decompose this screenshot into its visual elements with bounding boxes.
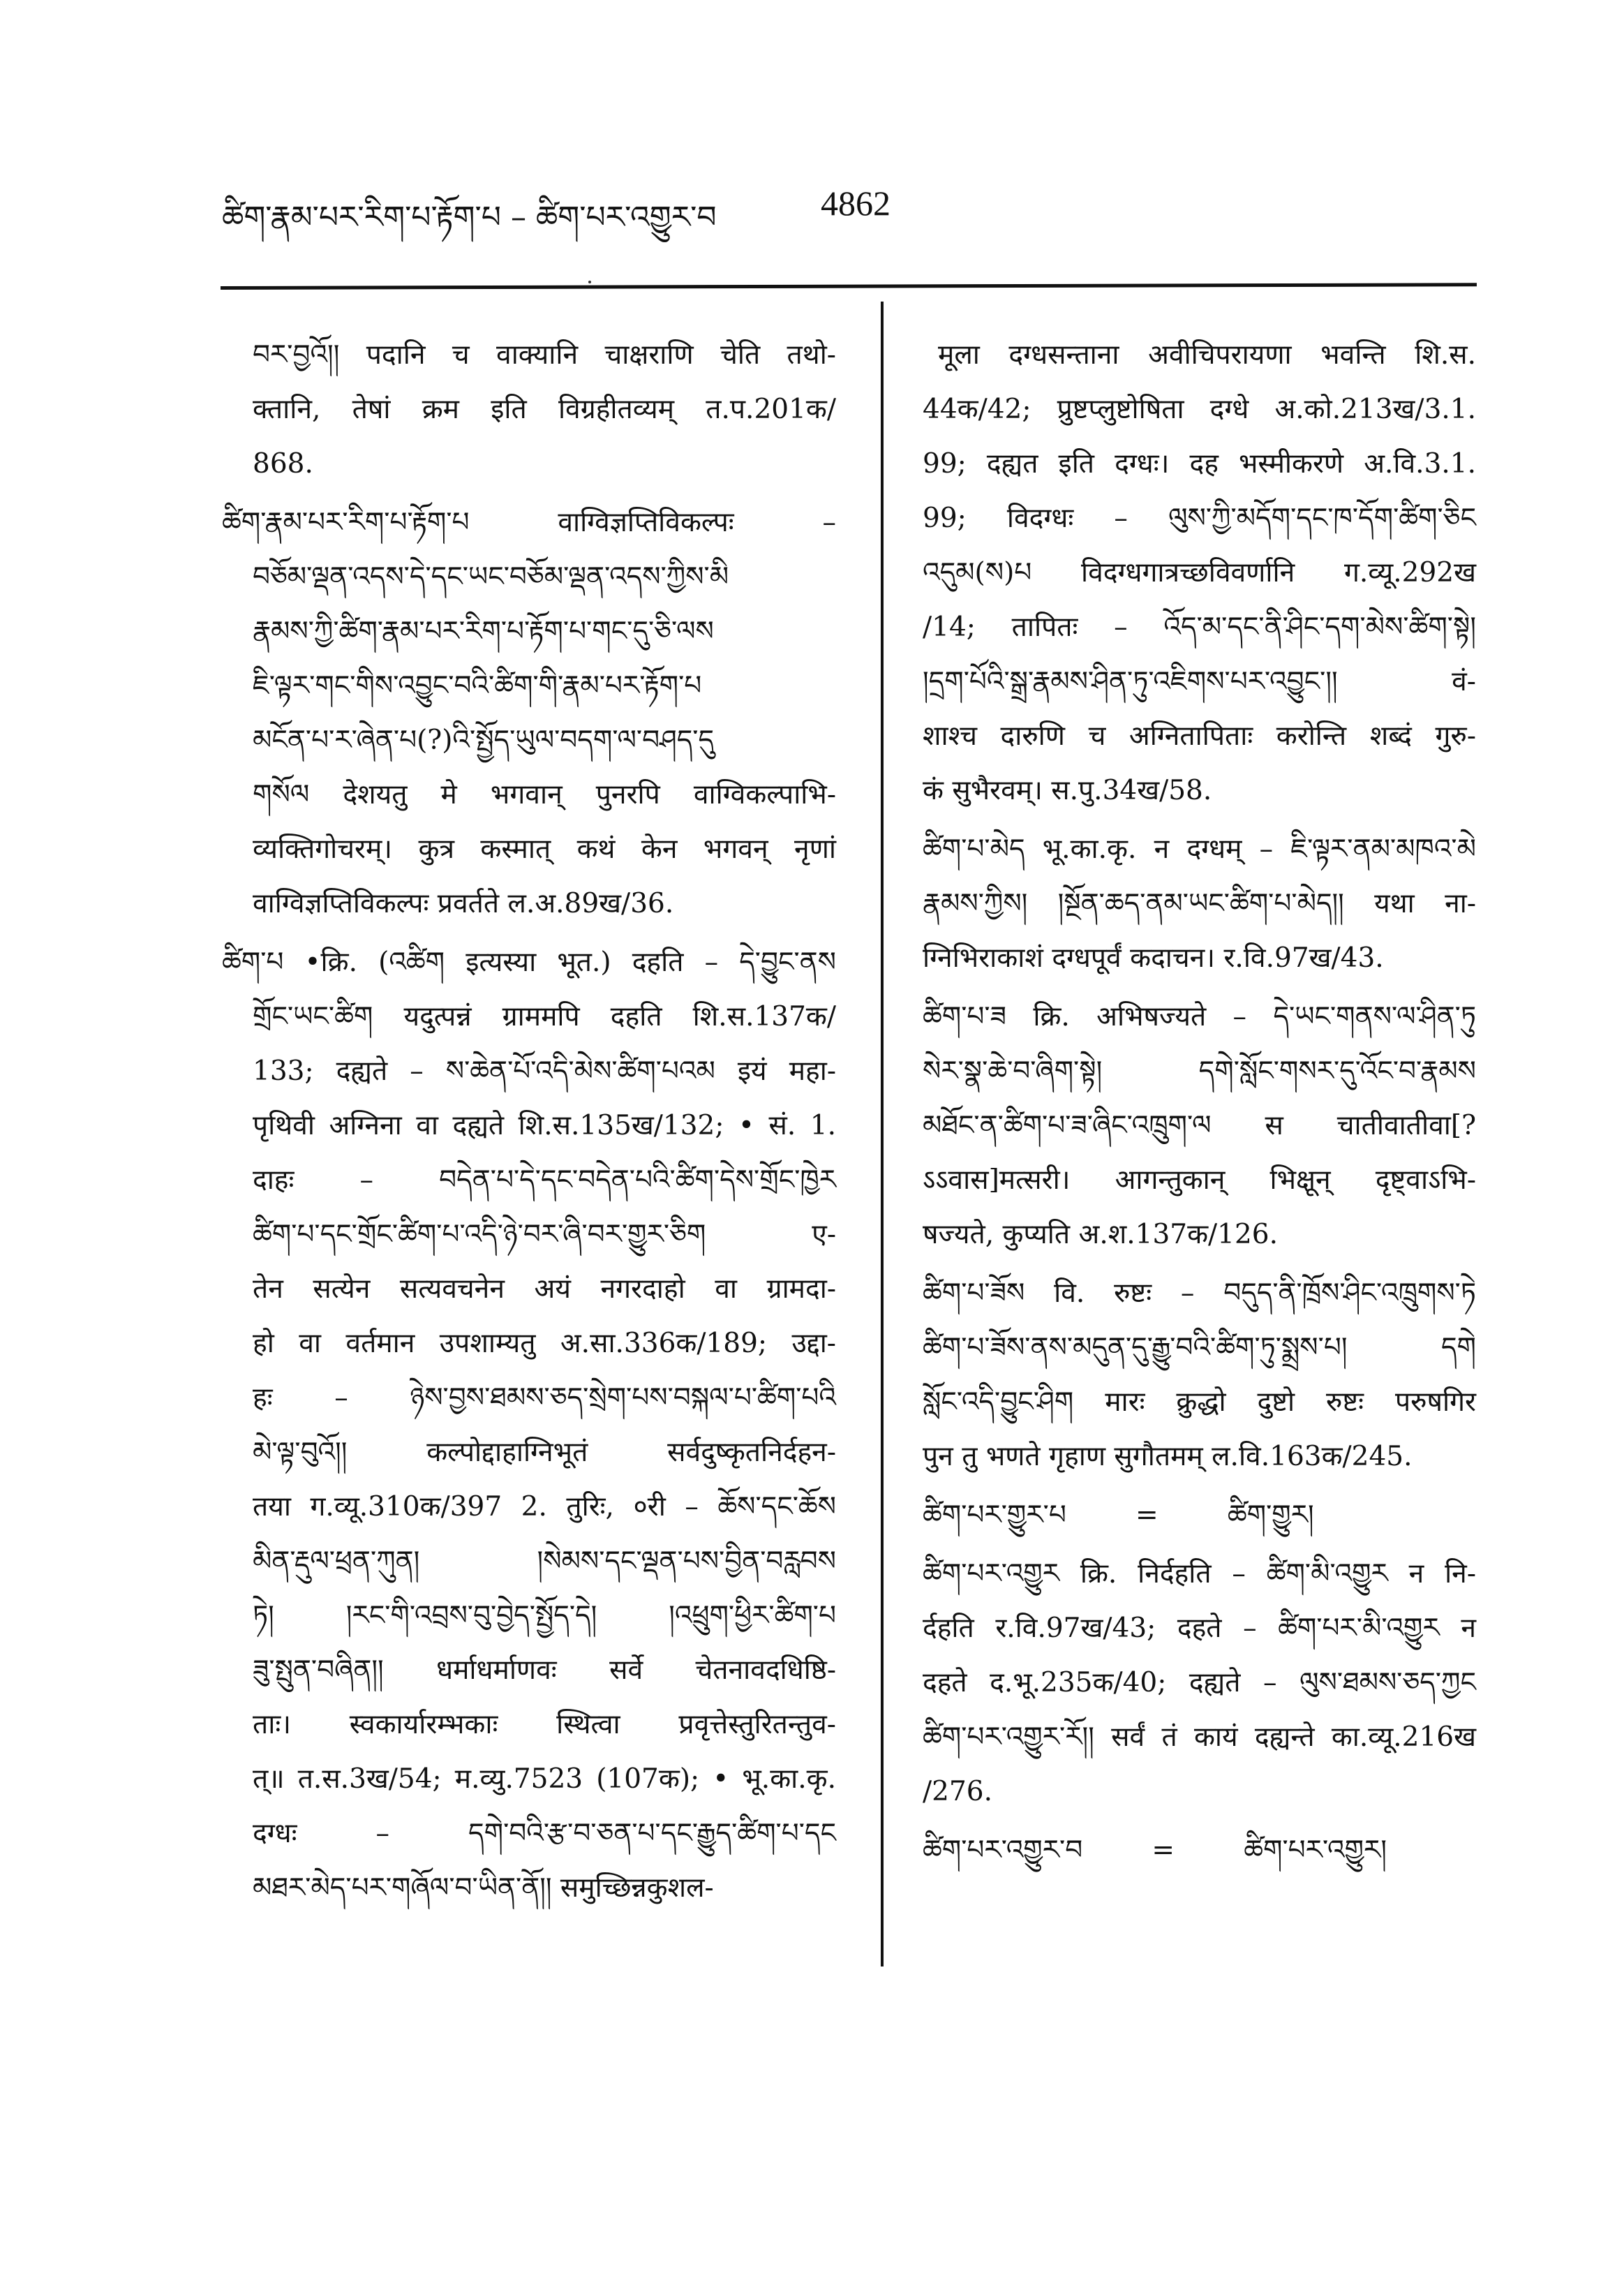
entry-text-line: ཚིག་པ་ཟོས་ནས་མདུན་དུ་རྒྱུ་བའི་ཚིག་ཏུ་སྨྲས་པ། དགེ (923, 1332, 1476, 1363)
entry-text-line: तया ग.व्यू.310क/397 2. तुरिः, ०री – ཆོས་དང་ཆོས (253, 1491, 836, 1523)
entry-text-line: མིན་རྡུལ་ཕྲན་ཀུན། །སེམས་དང་ལྡན་པས་བྱིན་བརླབས (253, 1546, 836, 1577)
entry-text-line: तेन सत्येन सत्यवचनेन अयं नगरदाहो वा ग्रामदा- (253, 1273, 836, 1305)
dictionary-entry (907, 1823, 1476, 1878)
dictionary-entry-continued (907, 328, 1476, 818)
entry-headword-line: ཚིག་པ •क्रि. (འཚིག इत्यस्या भूत.) दहति – དེ་བྱུང་ནས (222, 947, 836, 978)
entry-text-line: ऽऽवास]मत्सरी। आगन्तुकान् भिक्षून् दृष्ट्वाऽभि- (923, 1164, 1476, 1196)
entry-text-line: ग्निभिराकाशं दग्धपूर्वं कदाचन। र.वि.97ख/43. (923, 942, 1384, 974)
entry-text-line: दाहः – བདེན་པ་དེ་དང་བདེན་པའི་ཚིག་དེས་གྲོང་ཁྱེར (253, 1164, 836, 1196)
entry-text-line: 44क/42; प्रुष्टप्लुष्टोषिता दग्धे अ.को.213ख/3.1. (923, 394, 1476, 425)
entry-headword-line: ཚིག་པར་གྱུར་པ = ཚིག་གྱུར། (923, 1499, 1314, 1531)
entry-text-line: मूला दग्धसन्ताना अवीचिपरायणा भवन्ति शि.स. (938, 339, 1476, 371)
entry-text-line: व्यक्तिगोचरम्। कुत्र कस्मात् कथं केन भगवन् नृणां (253, 834, 836, 865)
left-column (222, 328, 836, 1920)
entry-headword-line: ཚིག་པ་མེད भू.का.कृ. न दग्धम् – ཇི་ལྟར་ནམ་མཁའ་མེ (923, 834, 1476, 865)
entry-text-line: 99; दह्यत इति दग्धः। दह भस्मीकरणे अ.वि.3.1. (923, 448, 1476, 480)
entry-text-line: ཇི་ལྟར་གང་གིས་འབྱུང་བའི་ཚིག་གི་རྣམ་པར་རྟོག་པ (253, 670, 702, 702)
entry-text-line: 99; विदग्धः – ལུས་ཀྱི་མདོག་དང་ཁ་དོག་ཚིག་ཅིང (923, 503, 1476, 534)
dictionary-entry (222, 935, 836, 1916)
header-guide-words: ཚིག་རྣམ་པར་རིག་པ་རྟོག་པ – ཚིག་པར་འགྱུར་བ (222, 200, 717, 235)
entry-headword-line: ཚིག་པ་ཟོས वि. रुष्टः – བདུད་ནི་ཁྲོས་ཤིང་འཁྲུགས་ཏེ (923, 1277, 1476, 1309)
entry-text-line: शाश्च दारुणि च अग्नितापिताः करोन्ति शब्दं गुरु- (923, 720, 1476, 752)
entry-text-line: षज्यते, कुप्यति अ.श.137क/126. (923, 1219, 1279, 1250)
entry-headword-line: ཚིག་པར་འགྱུར क्रि. निर्दहति – ཚིག་མི་འགྱུར न नि- (923, 1558, 1476, 1590)
entry-text-line: སློང་འདི་བྱུང་ཤིག मारः क्रुद्धो दुष्टो रुष्टः परुषगिर (923, 1386, 1476, 1418)
entry-headword-line: ཚིག་རྣམ་པར་རིག་པ་རྟོག་པ वाग्विज्ञप्तिविकल्पः – (222, 507, 836, 538)
dictionary-entry (907, 822, 1476, 986)
entry-text-line: 133; दह्यते – ས་ཆེན་པོ་འདི་མེས་ཚིག་པའམ इयं महा- (253, 1055, 836, 1087)
entry-text-line: མངོན་པ་ར་ཞེན་པ(?)འི་སྤྱོད་ཡུལ་བདག་ལ་བཤད་དུ (253, 725, 715, 756)
entry-text-line: हो वा वर्तमान उपशाम्यतु अ.सा.336क/189; उद्दा- (253, 1328, 836, 1359)
scan-speck (588, 281, 591, 283)
header-rule (221, 283, 1477, 290)
entry-text-line: བར་བྱའོ།། पदानि च वाक्यानि चाक्षराणि चेति तथो- (253, 339, 836, 371)
dictionary-entry (907, 1547, 1476, 1819)
dictionary-entry (222, 496, 836, 931)
entry-headword-line: ཚིག་པ་ཟ क्रि. अभिषज्यते – དེ་ཡང་གནས་ལ་ཤིན་ཏུ (923, 1001, 1476, 1032)
entry-text-line: རྣམས་ཀྱིས། །སྔོན་ཆད་ནམ་ཡང་ཚིག་པ་མེད།། यथा ना- (923, 888, 1476, 919)
entry-headword-line: ཚིག་པར་འགྱུར་བ = ཚིག་པར་འགྱུར། (923, 1835, 1387, 1866)
entry-text-line: གསོལ देशयतु मे भगवान् पुनरपि वाग्विकल्पाभि- (253, 779, 836, 810)
entry-text-line: ཚིག་པར་འགྱུར་རོ།། सर्वं तं कायं दह्यन्ते का.व्यू.216ख (923, 1721, 1476, 1753)
column-divider (881, 302, 884, 1966)
entry-text-line: རྣམས་ཀྱི་ཚིག་རྣམ་པར་རིག་པ་རྟོག་པ་གང་དུ་ཅི་ལས (253, 616, 714, 647)
entry-text-line: ཚིག་པ་དང་གྲོང་ཚིག་པ་འདི་ཉེ་བར་ཞི་བར་གྱུར་ཅིག ए- (253, 1219, 836, 1250)
right-column (907, 328, 1476, 1882)
entry-text-line: མཐར་མེད་པར་གཞོལ་བ་ཡིན་ནོ།། समुच्छिन्नकुशल- (253, 1872, 714, 1904)
entry-text-line: त्॥ त.स.3ख/54; म.व्यु.7523 (107क); • भू.का.कृ. (253, 1763, 836, 1795)
entry-text-line: पुन तु भणते गृहाण सुगौतमम् ल.वि.163क/245. (923, 1441, 1413, 1472)
entry-text-line: /276. (923, 1776, 992, 1807)
page-number: 4862 (821, 184, 891, 223)
entry-text-line: ཟུ་སྤུན་བཞིན།། धर्माधर्माणवः सर्वे चेतनावदधिष्ठि- (253, 1654, 836, 1686)
entry-text-line: दहते द.भू.235क/40; दह्यते – ལུས་ཐམས་ཅད་ཀྱང (923, 1667, 1476, 1698)
dictionary-entry (907, 990, 1476, 1262)
entry-text-line: མེ་ལྟ་བུའོ།། कल्पोद्दाहाग्निभूतं सर्वदुष्कृतनिर्दहन- (253, 1437, 836, 1468)
entry-text-line: མཐོང་ན་ཚིག་པ་ཟ་ཞིང་འཁྲུག་ལ स चातीवातीवा[? (923, 1110, 1476, 1141)
entry-text-line: /14; तापितः – འོད་མ་དང་ནི་ཤིང་དག་མེས་ཚིག་སྟེ། (923, 612, 1476, 643)
dictionary-entry (907, 1488, 1476, 1543)
entry-text-line: र्दहति र.वि.97ख/43; दहते – ཚིག་པར་མི་འགྱུར न (923, 1613, 1476, 1644)
entry-text-line: हः – ཉེས་བྱས་ཐམས་ཅད་སྲེག་པས་བསྐལ་པ་ཚིག་པའི (253, 1382, 836, 1414)
entry-text-line: पृथिवी अग्निना वा दह्यते शि.स.135ख/132; • सं. 1. (253, 1110, 836, 1141)
entry-text-line: 868. (253, 448, 313, 480)
entry-text-line: འདུམ(ས)པ विदग्धगात्रच्छविवर्णानि ग.व्यू.292ख (923, 557, 1476, 588)
entry-text-line: कं सुभैरवम्। स.पु.34ख/58. (923, 775, 1212, 806)
entry-text-line: བཅོམ་ལྡན་འདས་དེ་དང་ཡང་བཅོམ་ལྡན་འདས་ཀྱིས་མི (253, 561, 729, 593)
entry-text-line: སེར་སྣ་ཆེ་བ་ཞིག་སྟེ། དགེ་སློང་གསར་དུ་འོང་བ་རྣམས (923, 1055, 1476, 1087)
entry-text-line: གྲོང་ཡང་ཚིག यदुत्पन्नं ग्राममपि दहति शि.स.137क/ (253, 1001, 836, 1032)
dictionary-entry (907, 1266, 1476, 1484)
entry-text-line: ཏེ། །རང་གི་འབྲས་བུ་བྱེད་སྤྱོད་དེ། །འཕྲུག་ཕྱིར་ཚིག་པ (253, 1600, 836, 1631)
dictionary-entry-continued (222, 328, 836, 491)
entry-text-line: ताः। स्वकार्यारम्भकाः स्थित्वा प्रवृत्तेस्तुरितन्तुव- (253, 1709, 836, 1740)
entry-text-line: །དྲག་པོའི་སྒྲ་རྣམས་ཤིན་ཏུ་འཇིགས་པར་འབྱུང་།། वं- (923, 666, 1476, 697)
entry-text-line: दग्धः – དགེ་བའི་རྩ་བ་ཅན་པ་དང་རྒྱུད་ཚིག་པ་དང (253, 1818, 836, 1849)
entry-text-line: क्तानि, तेषां क्रम इति विग्रहीतव्यम् त.प.201क/ (253, 394, 836, 425)
entry-text-line: वाग्विज्ञप्तिविकल्पः प्रवर्तते ल.अ.89ख/36. (253, 888, 674, 919)
